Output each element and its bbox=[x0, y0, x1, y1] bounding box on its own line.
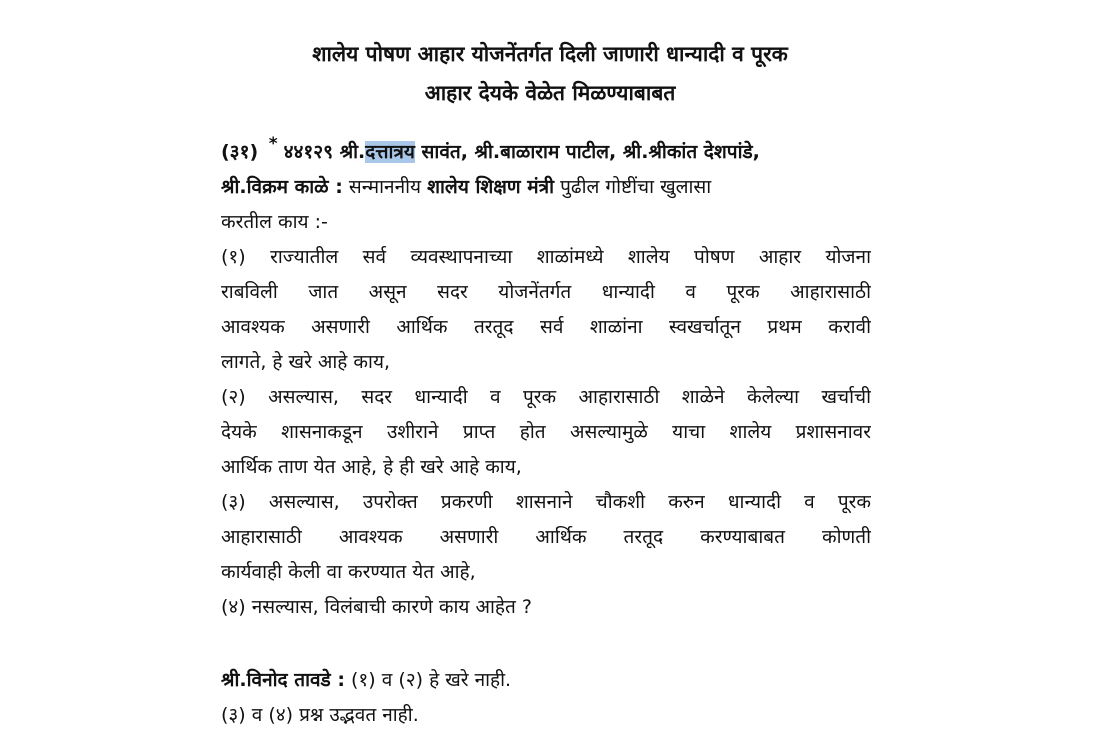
question-text-segment: सन्माननीय bbox=[342, 176, 428, 198]
document-title-line-2: आहार देयके वेळेत मिळण्याबाबत bbox=[424, 81, 676, 105]
starred-mark: * bbox=[268, 134, 278, 154]
question-block bbox=[221, 135, 871, 733]
question-text-segment: पुढील गोष्टींचा खुलासा bbox=[554, 176, 712, 198]
question-point-line: देयके शासनाकडून उशीराने प्राप्त होत असल्यामुळे याचा शालेय प्रशासनावर bbox=[221, 421, 871, 443]
member-name-last: श्री.विक्रम काळे : bbox=[221, 176, 343, 198]
member-names: सावंत, श्री.बाळाराम पाटील, श्री.श्रीकांत देशपांडे, bbox=[414, 141, 760, 163]
question-point-line: आर्थिक ताण येत आहे, हे ही खरे आहे काय, bbox=[221, 456, 522, 478]
question-point-line: कार्यवाही केली वा करण्यात येत आहे, bbox=[221, 561, 476, 583]
question-point-line: (१) राज्यातील सर्व व्यवस्थापनाच्या शाळांमध्ये शालेय पोषण आहार योजना bbox=[221, 246, 871, 268]
question-point-line: आहारासाठी आवश्यक असणारी आर्थिक तरतूद करण्याबाबत कोणती bbox=[221, 526, 871, 548]
question-point-line: (३) असल्यास, उपरोक्त प्रकरणी शासनाने चौकशी करुन धान्यादी व पूरक bbox=[221, 491, 871, 513]
answer-text: (१) व (२) हे खरे नाही. bbox=[344, 669, 512, 691]
minister-title: शालेय शिक्षण मंत्री bbox=[427, 176, 555, 198]
question-point-line: राबविली जात असून सदर योजनेंतर्गत धान्यादी व पूरक आहारासाठी bbox=[221, 281, 871, 303]
answer-line-1 bbox=[221, 663, 871, 698]
question-point-line: (२) असल्यास, सदर धान्यादी व पूरक आहारासाठी शाळेने केलेल्या खर्चाची bbox=[221, 386, 871, 408]
question-point-line: (४) नसल्यास, विलंबाची कारणे काय आहेत ? bbox=[221, 596, 532, 618]
question-line-3: करतील काय :- bbox=[221, 211, 328, 233]
question-point-line: आवश्यक असणारी आर्थिक तरतूद सर्व शाळांना स्वखर्चातून प्रथम करावी bbox=[221, 316, 871, 338]
question-id: ४४१२९ bbox=[283, 141, 334, 163]
document-title-line-1: शालेय पोषण आहार योजनेंतर्गत दिली जाणारी धान्यादी व पूरक bbox=[312, 42, 788, 66]
highlighted-member-name[interactable]: दत्तात्रय bbox=[365, 141, 415, 163]
member-prefix: श्री. bbox=[339, 141, 366, 163]
question-line-2 bbox=[221, 170, 871, 205]
question-number: (३१) bbox=[221, 141, 259, 163]
question-point-line: लागते, हे खरे आहे काय, bbox=[221, 351, 391, 373]
question-header-line bbox=[221, 135, 871, 170]
answering-minister: श्री.विनोद तावडे : bbox=[221, 669, 345, 691]
spacer bbox=[221, 625, 871, 663]
answer-line-2: (३) व (४) प्रश्न उद्भवत नाही. bbox=[221, 704, 419, 726]
